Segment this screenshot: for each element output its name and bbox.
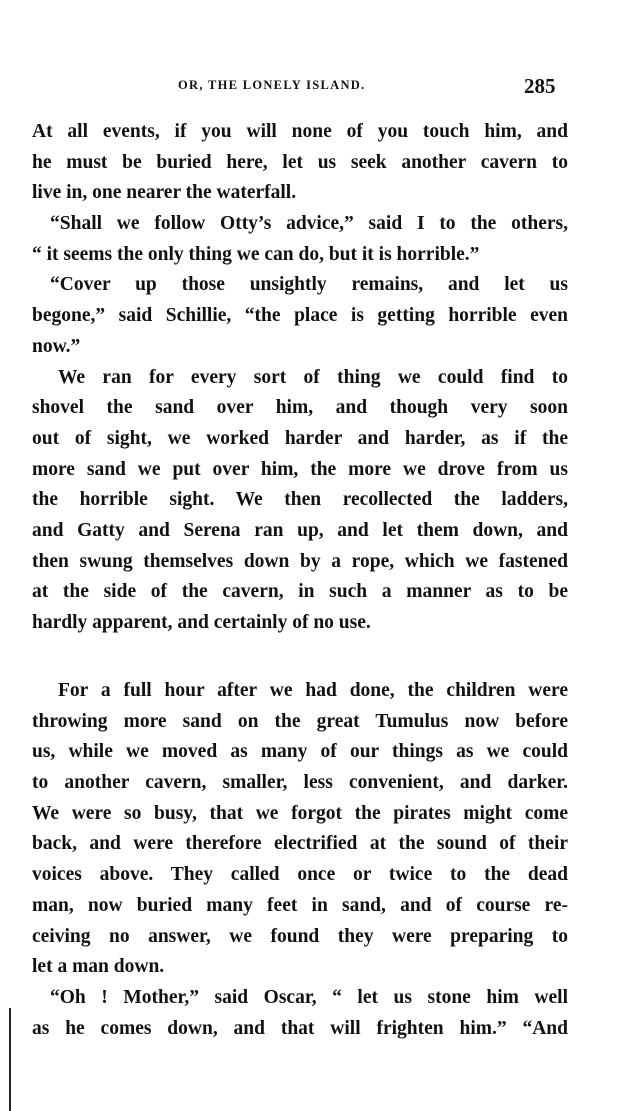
text-block-lower <box>32 676 568 1044</box>
text-line: voices above. They called once or twice to the dead <box>32 864 568 886</box>
text-line: to another cavern, smaller, less convenient, and darker. <box>32 772 568 794</box>
running-head <box>0 74 639 100</box>
text-line: “ it seems the only thing we can do, but it is horrible.” <box>32 243 480 265</box>
text-line: as he comes down, and that will frighten him.” “And <box>32 1017 568 1039</box>
text-line: ceiving no answer, we found they were preparing to <box>32 925 568 947</box>
text-line: hardly apparent, and certainly of no use. <box>32 612 371 633</box>
text-line: us, while we moved as many of our things as we could <box>32 741 568 763</box>
text-line: begone,” said Schillie, “the place is getting horrible even <box>32 305 568 327</box>
running-title: OR, THE LONELY ISLAND. <box>178 78 366 92</box>
text-line: “Shall we follow Otty’s advice,” said I to the others, <box>50 213 568 235</box>
text-line: he must be buried here, let us seek another cavern to <box>32 151 568 173</box>
text-line: let a man down. <box>32 956 165 978</box>
text-line: At all events, if you will none of you touch him, and <box>32 121 568 142</box>
text-line: the horrible sight. We then recollected the ladders, <box>32 489 568 511</box>
text-line: back, and were therefore electrified at the sound of their <box>32 833 568 855</box>
text-line: more sand we put over him, the more we drove from us <box>32 458 568 480</box>
text-block-upper <box>32 117 568 639</box>
page-number: 285 <box>524 74 556 98</box>
text-line: then swung themselves down by a rope, which we fastened <box>32 550 568 572</box>
text-line: and Gatty and Serena ran up, and let them down, and <box>32 519 568 541</box>
text-line: For a full hour after we had done, the children were <box>58 680 568 701</box>
text-line: We were so busy, that we forgot the pirates might come <box>32 802 568 824</box>
text-line: live in, one nearer the waterfall. <box>32 182 297 204</box>
text-line: throwing more sand on the great Tumulus now before <box>32 710 568 732</box>
text-line: at the side of the cavern, in such a manner as to be <box>32 581 568 603</box>
text-line: We ran for every sort of thing we could find to <box>58 366 568 388</box>
text-line: now.” <box>32 335 81 357</box>
text-line: out of sight, we worked harder and harder, as if the <box>32 427 568 449</box>
text-line: man, now buried many feet in sand, and of course re- <box>32 894 568 916</box>
margin-rule <box>9 1008 11 1111</box>
text-line: “Oh ! Mother,” said Oscar, “ let us stone him well <box>50 986 568 1008</box>
text-line: shovel the sand over him, and though very soon <box>32 397 568 419</box>
text-line: “Cover up those unsightly remains, and let us <box>50 274 568 296</box>
